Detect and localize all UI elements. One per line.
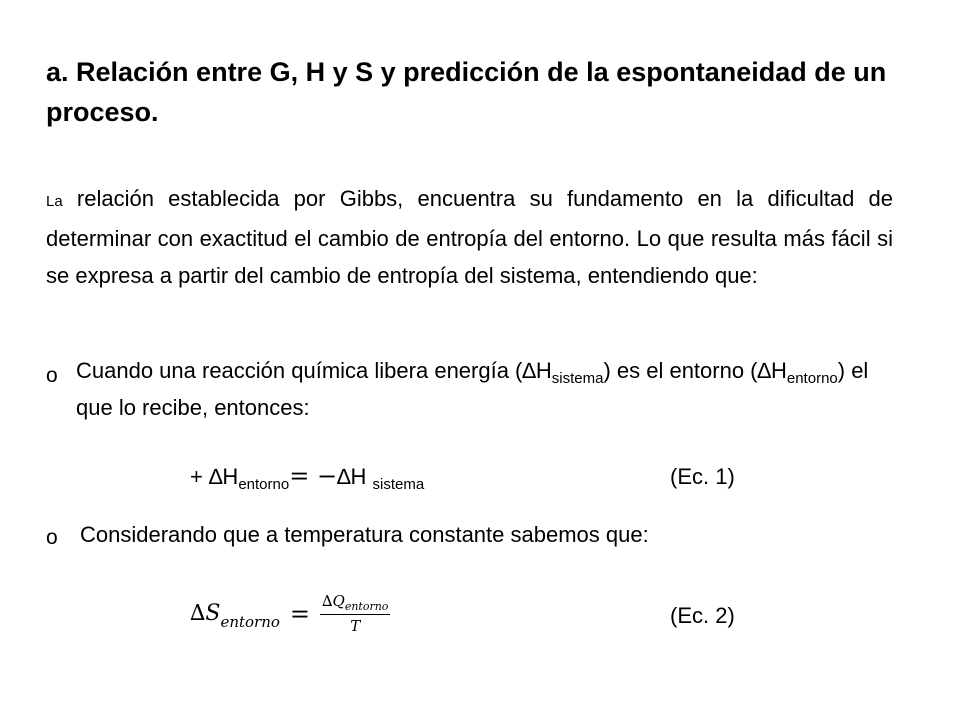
eq2-delta: ∆ [190, 601, 206, 626]
subscript-sistema: sistema [551, 370, 604, 387]
delta-h-symbol: ∆H [522, 358, 552, 383]
bullet1-part2: ) es el entorno ( [603, 358, 758, 383]
bullet-marker-1: o [46, 364, 58, 387]
bullet1-part1: Cuando una reacción química libera energía ( [76, 358, 523, 383]
equation-2 [190, 590, 390, 637]
eq2-equals: = [289, 599, 311, 628]
eq2-num-variable-q: Q [332, 592, 345, 610]
eq1-plus: + [190, 464, 209, 489]
equation-1 [190, 462, 425, 493]
eq1-sub-entorno: entorno [238, 476, 290, 493]
eq2-fraction [320, 590, 390, 637]
bullet-item-1 [76, 352, 896, 426]
intro-text: relación establecida por Gibbs, encuentra su fundamento en la dificultad de determinar con exactitud el cambio de entropía del entorno. Lo que resulta más fácil si se expresa a partir del cambio de entropía del sistema, entendiendo que: [46, 186, 893, 288]
intro-paragraph [46, 180, 893, 294]
eq2-denominator: T [350, 617, 361, 635]
equation-2-reference: (Ec. 2) [670, 603, 735, 628]
bullet-item-2: Considerando que a temperatura constante sabemos que: [80, 522, 649, 547]
eq1-delta-h-right: ∆H [337, 464, 373, 489]
eq1-equals-minus: = − [289, 462, 338, 490]
eq1-sub-sistema: sistema [372, 476, 425, 493]
eq2-num-delta: ∆ [322, 592, 333, 610]
intro-lead-word: La [46, 193, 63, 210]
page-title: a. Relación entre G, H y S y predicción de la espontaneidad de un proceso. [46, 57, 887, 127]
delta-h-symbol: ∆H [757, 358, 787, 383]
eq2-sub-entorno: entorno [220, 612, 280, 631]
eq2-numerator [320, 590, 390, 615]
bullet1-part3: ) el que lo recibe, entonces: [76, 358, 869, 420]
eq2-variable-s: S [205, 601, 221, 626]
bullet-marker-2: o [46, 526, 58, 549]
eq1-delta-h-left: ∆H [208, 464, 239, 489]
equation-1-reference: (Ec. 1) [670, 464, 735, 489]
eq2-num-sub-entorno: entorno [344, 600, 389, 613]
subscript-entorno: entorno [786, 370, 838, 387]
